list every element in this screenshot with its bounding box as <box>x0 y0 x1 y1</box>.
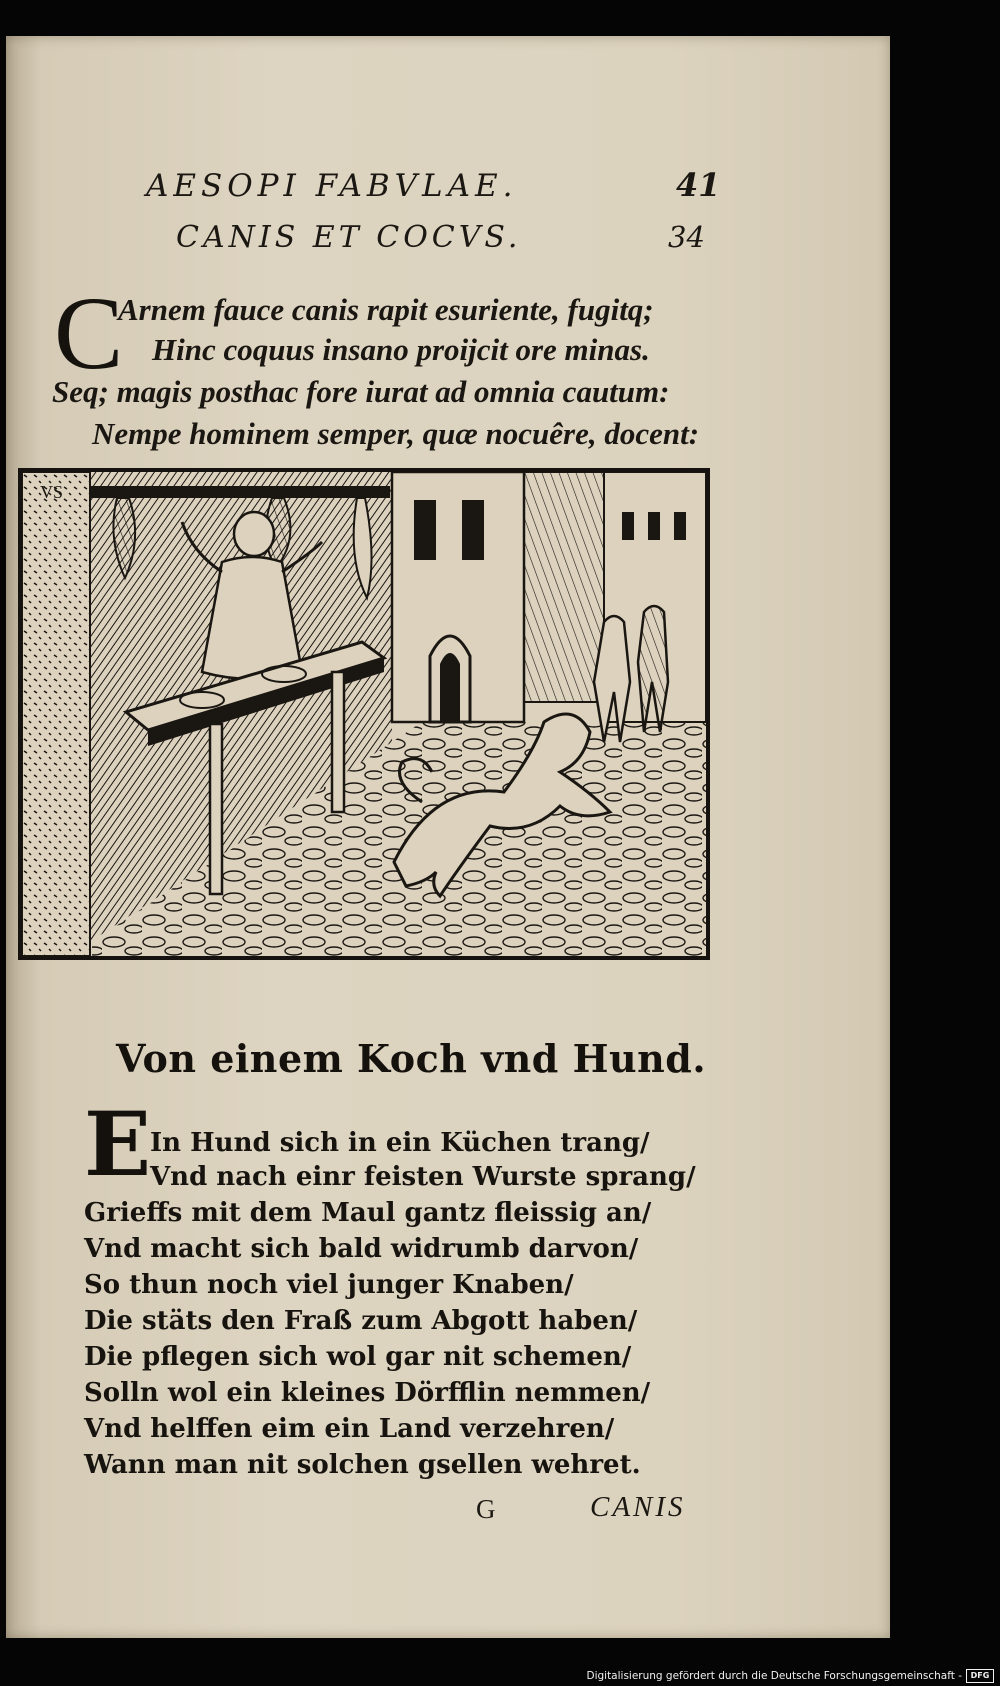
german-line: Die stäts den Fraß zum Abgott haben/ <box>84 1306 638 1336</box>
latin-line: Hinc coquus insano proijcit ore minas. <box>152 332 650 367</box>
catchword: CANIS <box>590 1491 686 1523</box>
german-line: In Hund sich in ein Küchen trang/ <box>150 1128 650 1158</box>
folio-number: 41 <box>676 166 721 204</box>
fable-title: CANIS ET COCVS. <box>176 220 522 255</box>
woodcut-illustration <box>18 468 710 960</box>
woodcut-monogram: VS <box>40 482 64 502</box>
latin-line: Seq; magis posthac fore iurat ad omnia cautum: <box>52 374 670 409</box>
woodcut-scene <box>22 472 706 956</box>
german-line: Grieffs mit dem Maul gantz fleissig an/ <box>84 1198 652 1228</box>
german-title: Von einem Koch vnd Hund. <box>116 1036 707 1081</box>
dfg-logo-icon: DFG <box>966 1669 994 1683</box>
funding-credit: Digitalisierung gefördert durch die Deutsche Forschungsgemeinschaft - <box>586 1670 962 1682</box>
running-title: AESOPI FABVLAE. <box>146 168 518 204</box>
german-drop-cap: E <box>84 1092 152 1196</box>
german-line: So thun noch viel junger Knaben/ <box>84 1270 574 1300</box>
latin-drop-cap: C <box>54 276 124 391</box>
german-line: Vnd helffen eim ein Land verzehren/ <box>84 1414 615 1444</box>
german-line: Die pflegen sich wol gar nit schemen/ <box>84 1342 632 1372</box>
credit-bar <box>0 1664 1000 1686</box>
latin-line: Arnem fauce canis rapit esuriente, fugitq; <box>118 292 654 327</box>
book-page <box>6 36 890 1638</box>
fable-number: 34 <box>668 220 705 254</box>
german-line: Vnd nach einr feisten Wurste sprang/ <box>150 1162 696 1192</box>
german-line: Solln wol ein kleines Dörfflin nemmen/ <box>84 1378 651 1408</box>
german-line: Wann man nit solchen gsellen wehret. <box>84 1450 641 1480</box>
latin-line: Nempe hominem semper, quæ nocuêre, docent: <box>92 416 700 451</box>
german-line: Vnd macht sich bald widrumb darvon/ <box>84 1234 639 1264</box>
signature-mark: G <box>476 1494 496 1524</box>
